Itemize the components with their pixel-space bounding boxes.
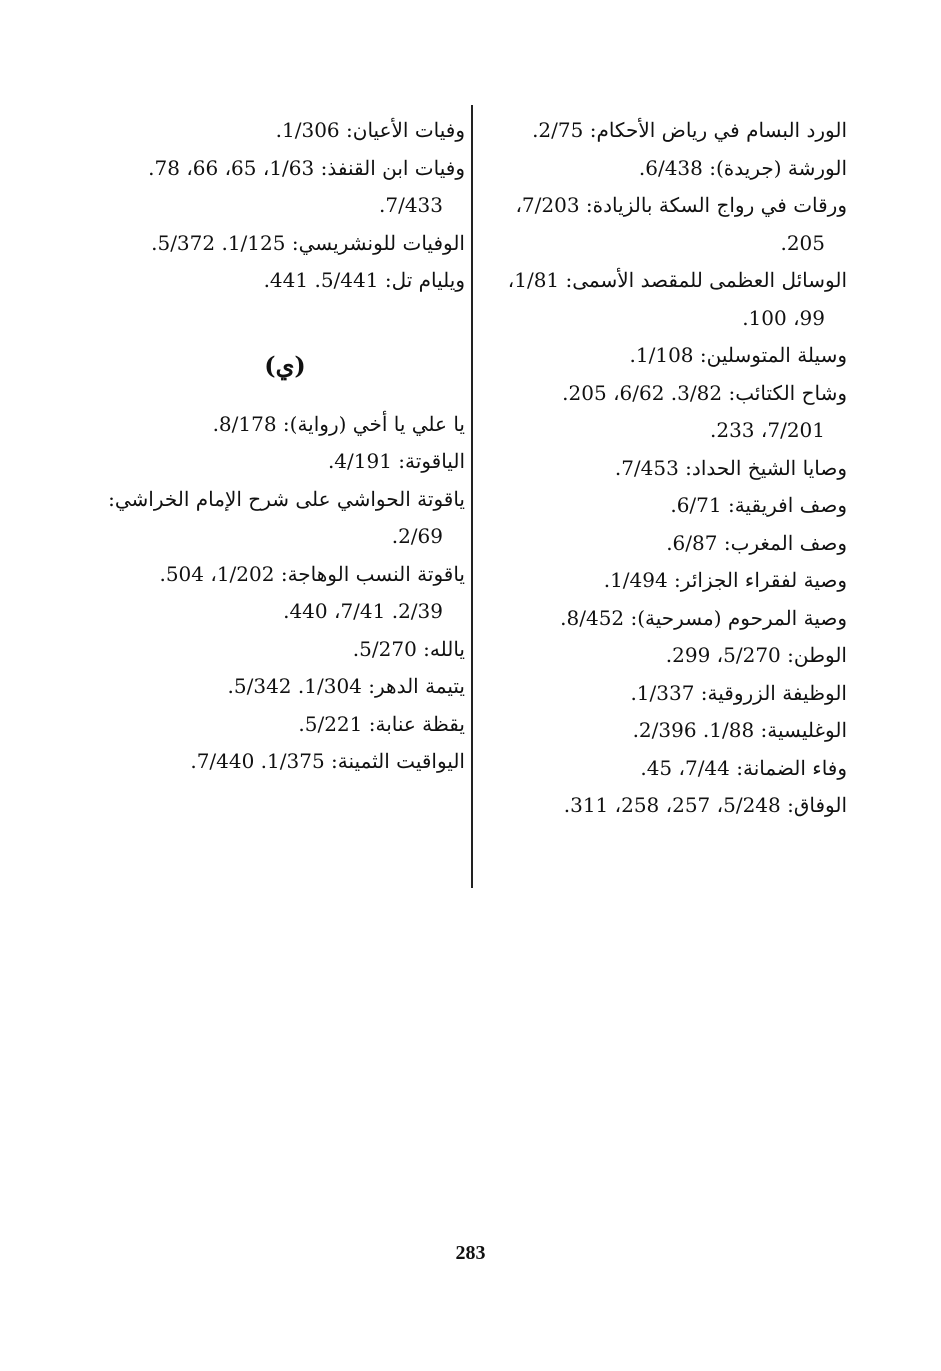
index-entry: وفيات الأعيان: 1/306. — [275, 118, 465, 142]
index-entry: ياقوتة النسب الوهاجة: 1/202، 504. 2/39. 7/41، 440. — [105, 556, 465, 631]
index-entry: وسيلة المتوسلين: 1/108. — [629, 343, 847, 367]
index-entry: وشاح الكتائب: 3/82. 6/62، 205. 7/201، 233. — [479, 375, 847, 450]
index-entry: الوفاق: 5/248، 257، 258، 311. — [563, 793, 847, 817]
index-entry: الورشة (جريدة): 6/438. — [638, 155, 847, 180]
index-entry-continuation: 99، 100. — [742, 305, 825, 330]
index-entry: ويليام تل: 5/441. 441. — [263, 268, 465, 292]
index-entry: الوسائل العظمى للمقصد الأسمى: 1/81، 99، 100. — [479, 262, 847, 337]
index-entry: الوطن: 5/270، 299. — [665, 643, 847, 667]
index-entry: وصية لفقراء الجزائر: 1/494. — [603, 568, 847, 592]
index-entry-continuation: 2/69. — [391, 524, 443, 548]
column-divider — [471, 105, 473, 888]
index-entry: اليواقيت الثمينة: 1/375. 7/440. — [190, 749, 465, 773]
index-entry: يتيمة الدهر: 1/304. 5/342. — [227, 674, 465, 698]
index-entry: يقظة عنابة: 5/221. — [298, 711, 465, 736]
index-entry: الوظيفة الزروقية: 1/337. — [630, 680, 847, 705]
index-entry: الوفيات للونشريسي: 1/125. 5/372. — [151, 230, 465, 255]
index-entry: يالله: 5/270. — [352, 636, 465, 661]
index-entry: وصف المغرب: 6/87. — [666, 530, 847, 555]
index-entry: ورقات في رواج السكة بالزيادة: 7/203، 205. — [479, 187, 847, 262]
index-entry-continuation: 2/39. 7/41، 440. — [283, 599, 443, 623]
page-number: 283 — [455, 1242, 486, 1264]
index-entry-continuation: 7/433. — [379, 193, 443, 217]
index-entry-continuation: 205. — [780, 230, 825, 255]
index-entry: وصية المرحوم (مسرحية): 8/452. — [560, 605, 847, 630]
index-column-right — [479, 112, 847, 825]
index-entry: وفاء الضمانة: 7/44، 45. — [640, 755, 847, 780]
index-entry: وصايا الشيخ الحداد: 7/453. — [614, 455, 847, 480]
index-entry: الياقوتة: 4/191. — [327, 449, 465, 473]
index-entry: وصف افريقية: 6/71. — [670, 493, 847, 517]
index-entry: يا علي يا أخي (رواية): 8/178. — [212, 411, 465, 436]
index-entry-continuation: 7/201، 233. — [710, 418, 825, 442]
index-entry: الورد البسام في رياض الأحكام: 2/75. — [532, 118, 847, 142]
index-entry: الوغليسية: 1/88. 2/396. — [632, 718, 847, 742]
index-entry: ياقوتة الحواشي على شرح الإمام الخراشي: 2/69. — [105, 481, 465, 556]
index-column-left — [105, 112, 465, 781]
section-letter-heading: (ي) — [264, 350, 306, 380]
index-entry: وفيات ابن القنفذ: 1/63، 65، 66، 78. 7/433. — [105, 150, 465, 225]
